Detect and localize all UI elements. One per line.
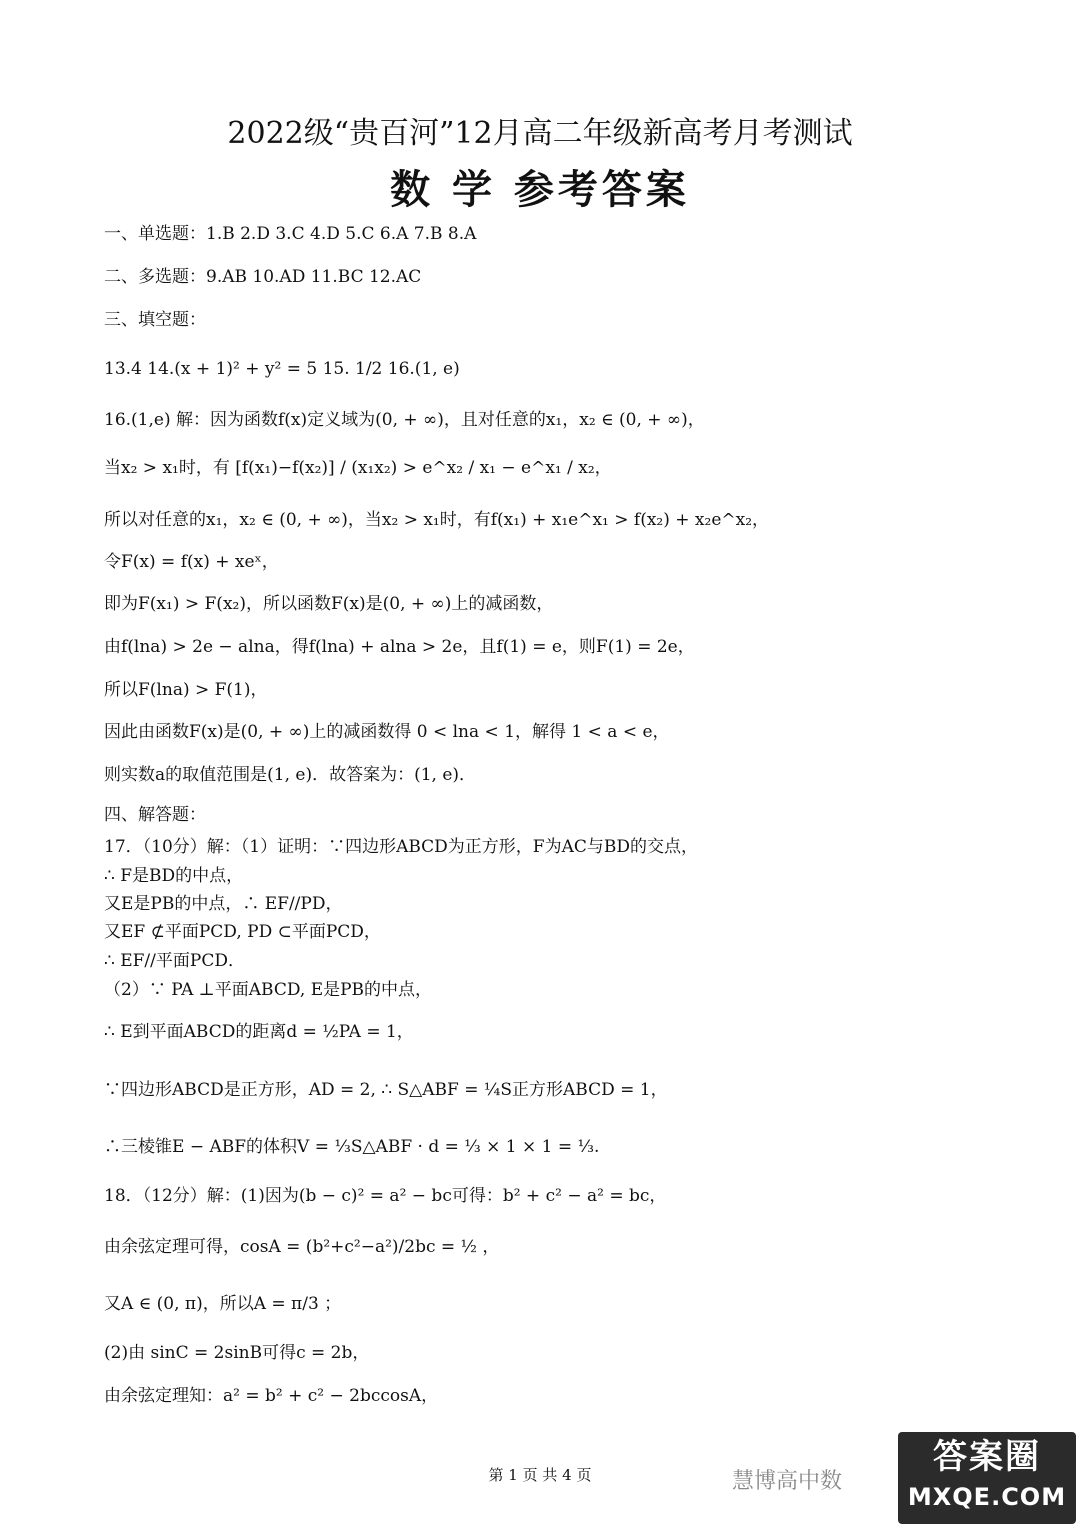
q17-line: 17．（10分）解：（1）证明：∵四边形ABCD为正方形，F为AC与BD的交点， [104,837,699,857]
q17-line: ∴ F是BD的中点， [104,866,244,886]
logo-text-cn: 答案圈 [933,1437,1041,1477]
q17-line: ∴ E到平面ABCD的距离d = ½PA = 1， [104,1022,414,1042]
q16-line: 则实数a的取值范围是(1, e)．故答案为：(1, e)． [104,765,477,785]
q16-line: 令F(x) = f(x) + xeˣ， [104,552,279,572]
q16-line: 由f(lna) > 2e − alna，得f(lna) + alna > 2e，且f(1) = e，则F(1) = 2e， [104,637,695,657]
fill-heading: 三、填空题： [104,310,206,330]
q16-line: 即为F(x₁) > F(x₂)，所以函数F(x)是(0, + ∞)上的减函数， [104,594,554,614]
q18-line: (2)由 sinC = 2sinB可得c = 2b， [104,1343,370,1363]
q17-line: 又EF ⊄平面PCD, PD ⊂平面PCD， [104,922,381,942]
site-logo [898,1432,1076,1524]
q18-line: 18．（12分）解：(1)因为(b − c)² = a² − bc可得：b² + c² − a² = bc， [104,1186,667,1206]
q17-line: ∴ EF//平面PCD． [104,951,245,971]
wechat-watermark: 慧博高中数 [732,1469,843,1494]
page-subtitle: 数 学 参考答案 [390,166,690,213]
single-choice-answers: 一、单选题：1.B 2.D 3.C 4.D 5.C 6.A 7.B 8.A [104,224,477,244]
section-heading: 四、解答题： [104,805,206,825]
q18-line: 由余弦定理知：a² = b² + c² − 2bccosA， [104,1386,439,1406]
q16-line: 16.(1,e) 解：因为函数f(x)定义域为(0, + ∞)，且对任意的x₁，x₂ ∈ (0, + ∞)， [104,410,705,430]
q18-line: 由余弦定理可得，cosA = (b²+c²−a²)/2bc = ½ ， [104,1237,500,1257]
q17-line: 又E是PB的中点，∴ EF//PD， [104,894,343,914]
q17-line: ∴三棱锥E − ABF的体积V = ⅓S△ABF · d = ⅓ × 1 × 1 = ⅓. [104,1137,600,1157]
q16-line: 当x₂ > x₁时，有 [f(x₁)−f(x₂)] / (x₁x₂) > e^x₂ / x₁ − e^x₁ / x₂， [104,458,612,478]
q17-line: （2）∵ PA ⊥平面ABCD, E是PB的中点， [104,980,433,1000]
q16-line: 所以F(lna) > F(1)， [104,680,268,700]
q16-line: 所以对任意的x₁，x₂ ∈ (0, + ∞)，当x₂ > x₁时，有f(x₁) + x₁e^x₁ > f(x₂) + x₂e^x₂， [104,510,770,530]
q16-line: 因此由函数F(x)是(0, + ∞)上的减函数得 0 < lna < 1，解得 1 < a < e， [104,722,670,742]
q17-line: ∵四边形ABCD是正方形，AD = 2, ∴ S△ABF = ¼S正方形ABCD = 1， [104,1080,668,1100]
fill-answers: 13.4 14.(x + 1)² + y² = 5 15. 1/2 16.(1, e) [104,359,460,379]
logo-text-en: MXQE.COM [907,1483,1067,1511]
page-title: 2022级“贵百河”12月高二年级新高考月考测试 [227,116,853,151]
q18-line: 又A ∈ (0, π)，所以A = π/3 ； [104,1294,342,1314]
multi-choice-answers: 二、多选题：9.AB 10.AD 11.BC 12.AC [104,267,422,287]
page-number: 第 1 页 共 4 页 [488,1466,592,1484]
